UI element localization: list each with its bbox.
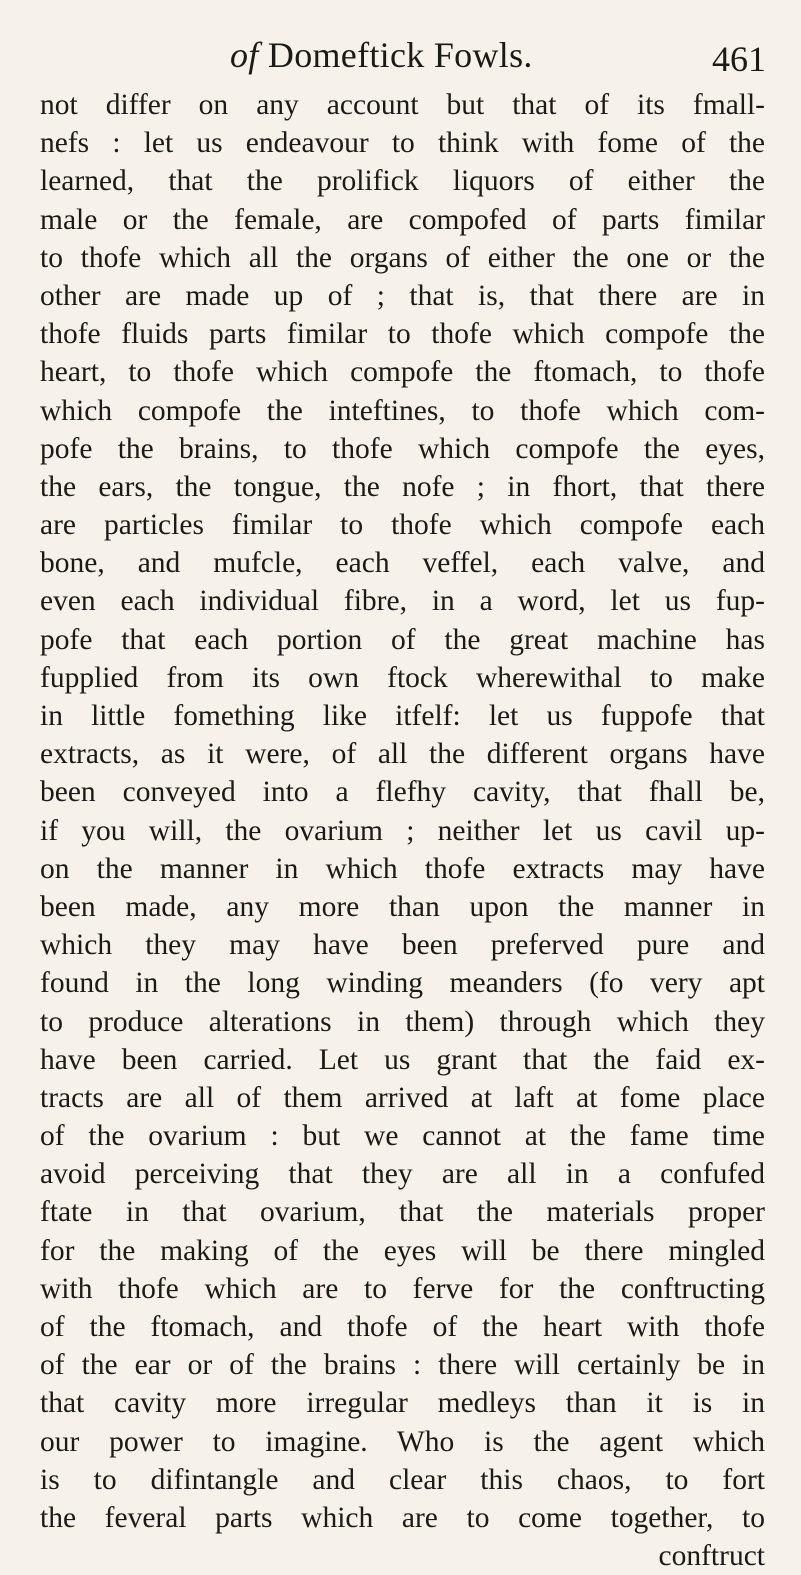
text-line: with thofe which are to ferve for the conftructing [40,1272,765,1305]
text-line: pofe the brains, to thofe which compofe the eyes, [40,432,765,465]
text-line: fupplied from its own ftock wherewithal to make [40,661,765,694]
text-line: learned, that the prolifick liquors of either the [40,165,765,198]
text-line: are particles fimilar to thofe which compofe each [40,509,765,542]
text-line: pofe that each portion of the great machine has [40,623,765,656]
text-line: tracts are all of them arrived at laft at fome place [40,1081,765,1114]
text-line: of the ear or of the brains : there will certainly be in [40,1349,765,1382]
text-line: been made, any more than upon the manner in [40,890,765,923]
text-line: which they may have been preferved pure and [40,929,765,962]
text-line: other are made up of ; that is, that there are in [40,279,765,312]
text-line: ftate in that ovarium, that the materials proper [40,1196,765,1229]
running-head [0,34,801,82]
text-line: thofe fluids parts fimilar to thofe which compofe the [40,318,765,351]
text-line: the feveral parts which are to come together, to [40,1501,765,1534]
body-text [40,86,765,1575]
text-line: not differ on any account but that of its fmall- [40,89,765,121]
text-line: which compofe the inteftines, to thofe which com- [40,394,765,427]
text-line: even each individual fibre, in a word, let us fup- [40,585,765,618]
text-line: if you will, the ovarium ; neither let us cavil up- [40,814,765,847]
text-line: avoid perceiving that they are all in a confufed [40,1158,765,1191]
text-line: on the manner in which thofe extracts may have [40,852,765,885]
text-line: in little fomething like itfelf: let us fuppofe that [40,700,765,732]
text-line: the ears, the tongue, the nofe ; in fhort, that there [40,470,765,503]
text-line: that cavity more irregular medleys than it is in [40,1387,765,1420]
text-line: have been carried. Let us grant that the faid ex- [40,1043,765,1076]
text-line: of the ovarium : but we cannot at the fame time [40,1120,765,1153]
text-line: nefs : let us endeavour to think with fome of the [40,127,765,160]
text-line: been conveyed into a flefhy cavity, that fhall be, [40,776,765,809]
text-line: extracts, as it were, of all the different organs have [40,738,765,771]
text-line: for the making of the eyes will be there mingled [40,1234,765,1267]
running-head-title [230,34,533,76]
text-line: bone, and mufcle, each veffel, each valve, and [40,547,765,580]
text-line: to thofe which all the organs of either the one or the [40,241,765,274]
catchword: conftruct [658,1540,765,1573]
text-line: heart, to thofe which compofe the ftomach, to thofe [40,356,765,389]
text-line: to produce alterations in them) through which they [40,1005,765,1038]
running-head-prefix: of [230,35,259,75]
page-number: 461 [712,39,766,79]
text-line: found in the long winding meanders (fo very apt [40,967,765,1000]
running-head-text: Domeftick Fowls. [258,35,533,75]
text-line: is to difintangle and clear this chaos, to fort [40,1463,765,1496]
text-line: our power to imagine. Who is the agent which [40,1425,765,1458]
text-line: male or the female, are compofed of parts fimilar [40,203,765,236]
text-line: of the ftomach, and thofe of the heart with thofe [40,1311,765,1343]
